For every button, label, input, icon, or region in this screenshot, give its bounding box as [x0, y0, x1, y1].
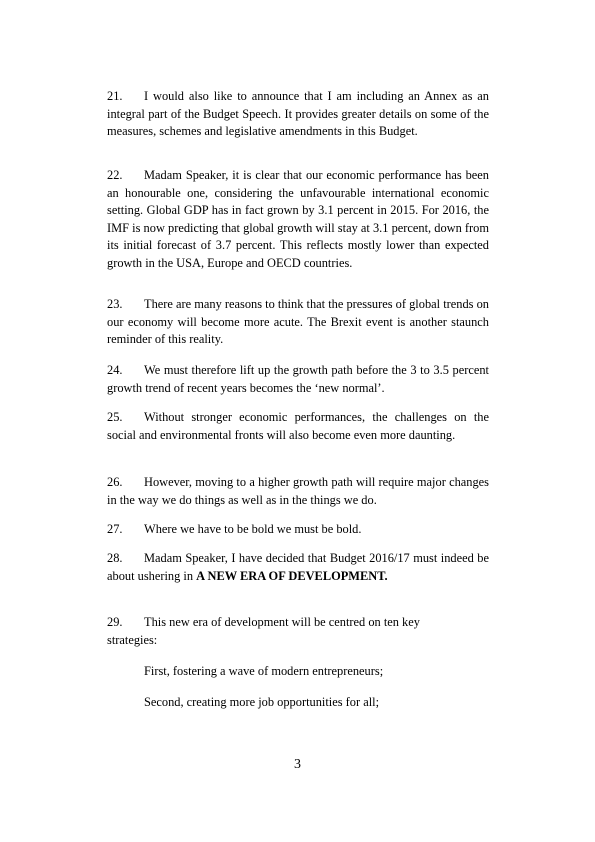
- paragraph-number: 24.: [107, 363, 123, 377]
- paragraph-26: [107, 474, 489, 509]
- emphasis-text: A NEW ERA OF DEVELOPMENT.: [196, 568, 388, 583]
- paragraph-number: 21.: [107, 89, 123, 103]
- paragraph-text: I would also like to announce that I am including an Annex as an integral part of the Budget Speech. It provides greater details on some of the measures, schemes and legislative amendments in this Budget.: [107, 89, 489, 139]
- paragraph-24: [107, 362, 489, 397]
- page-number: 3: [294, 757, 301, 772]
- paragraph-25: [107, 409, 489, 444]
- paragraph-number: 27.: [107, 522, 123, 536]
- paragraph-text: Madam Speaker, I have decided that Budget 2016/17 must indeed be about ushering in: [107, 551, 489, 583]
- paragraph-text: This new era of development will be centred on ten key strategies:: [107, 615, 420, 647]
- paragraph-28: [107, 550, 489, 585]
- paragraph-text: Without stronger economic performances, the challenges on the social and environmental fronts will also become even more daunting.: [107, 410, 489, 442]
- paragraph-number: 26.: [107, 475, 123, 489]
- paragraph-22: [107, 167, 489, 273]
- paragraph-text: There are many reasons to think that the pressures of global trends on our economy will become more acute. The Brexit event is another staunch reminder of this reality.: [107, 297, 489, 347]
- paragraph-21: [107, 88, 489, 141]
- strategy-item-second: Second, creating more job opportunities for all;: [144, 695, 380, 709]
- paragraph-number: 23.: [107, 297, 123, 311]
- paragraph-text: Where we have to be bold we must be bold.: [144, 522, 362, 536]
- paragraph-text: We must therefore lift up the growth path before the 3 to 3.5 percent growth trend of recent years becomes the ‘new normal’.: [107, 363, 489, 395]
- strategy-item-first: First, fostering a wave of modern entrepreneurs;: [144, 664, 384, 678]
- paragraph-number: 25.: [107, 410, 123, 424]
- paragraph-number: 22.: [107, 168, 123, 182]
- paragraph-27: [107, 521, 489, 539]
- paragraph-number: 28.: [107, 551, 123, 565]
- paragraph-29: [107, 614, 459, 649]
- paragraph-text: However, moving to a higher growth path will require major changes in the way we do things as well as in the things we do.: [107, 475, 489, 507]
- paragraph-number: 29.: [107, 615, 123, 629]
- paragraph-text: Madam Speaker, it is clear that our economic performance has been an honourable one, considering the unfavourable international economic setting. Global GDP has in fact grown by 3.1 percent in 2015. For 2016, the IMF is now predicting that global growth will stay at 3.1 percent, down from its initial forecast of 3.7 percent. This reflects mostly lower than expected growth in the USA, Europe and OECD countries.: [107, 168, 489, 270]
- paragraph-23: [107, 296, 489, 349]
